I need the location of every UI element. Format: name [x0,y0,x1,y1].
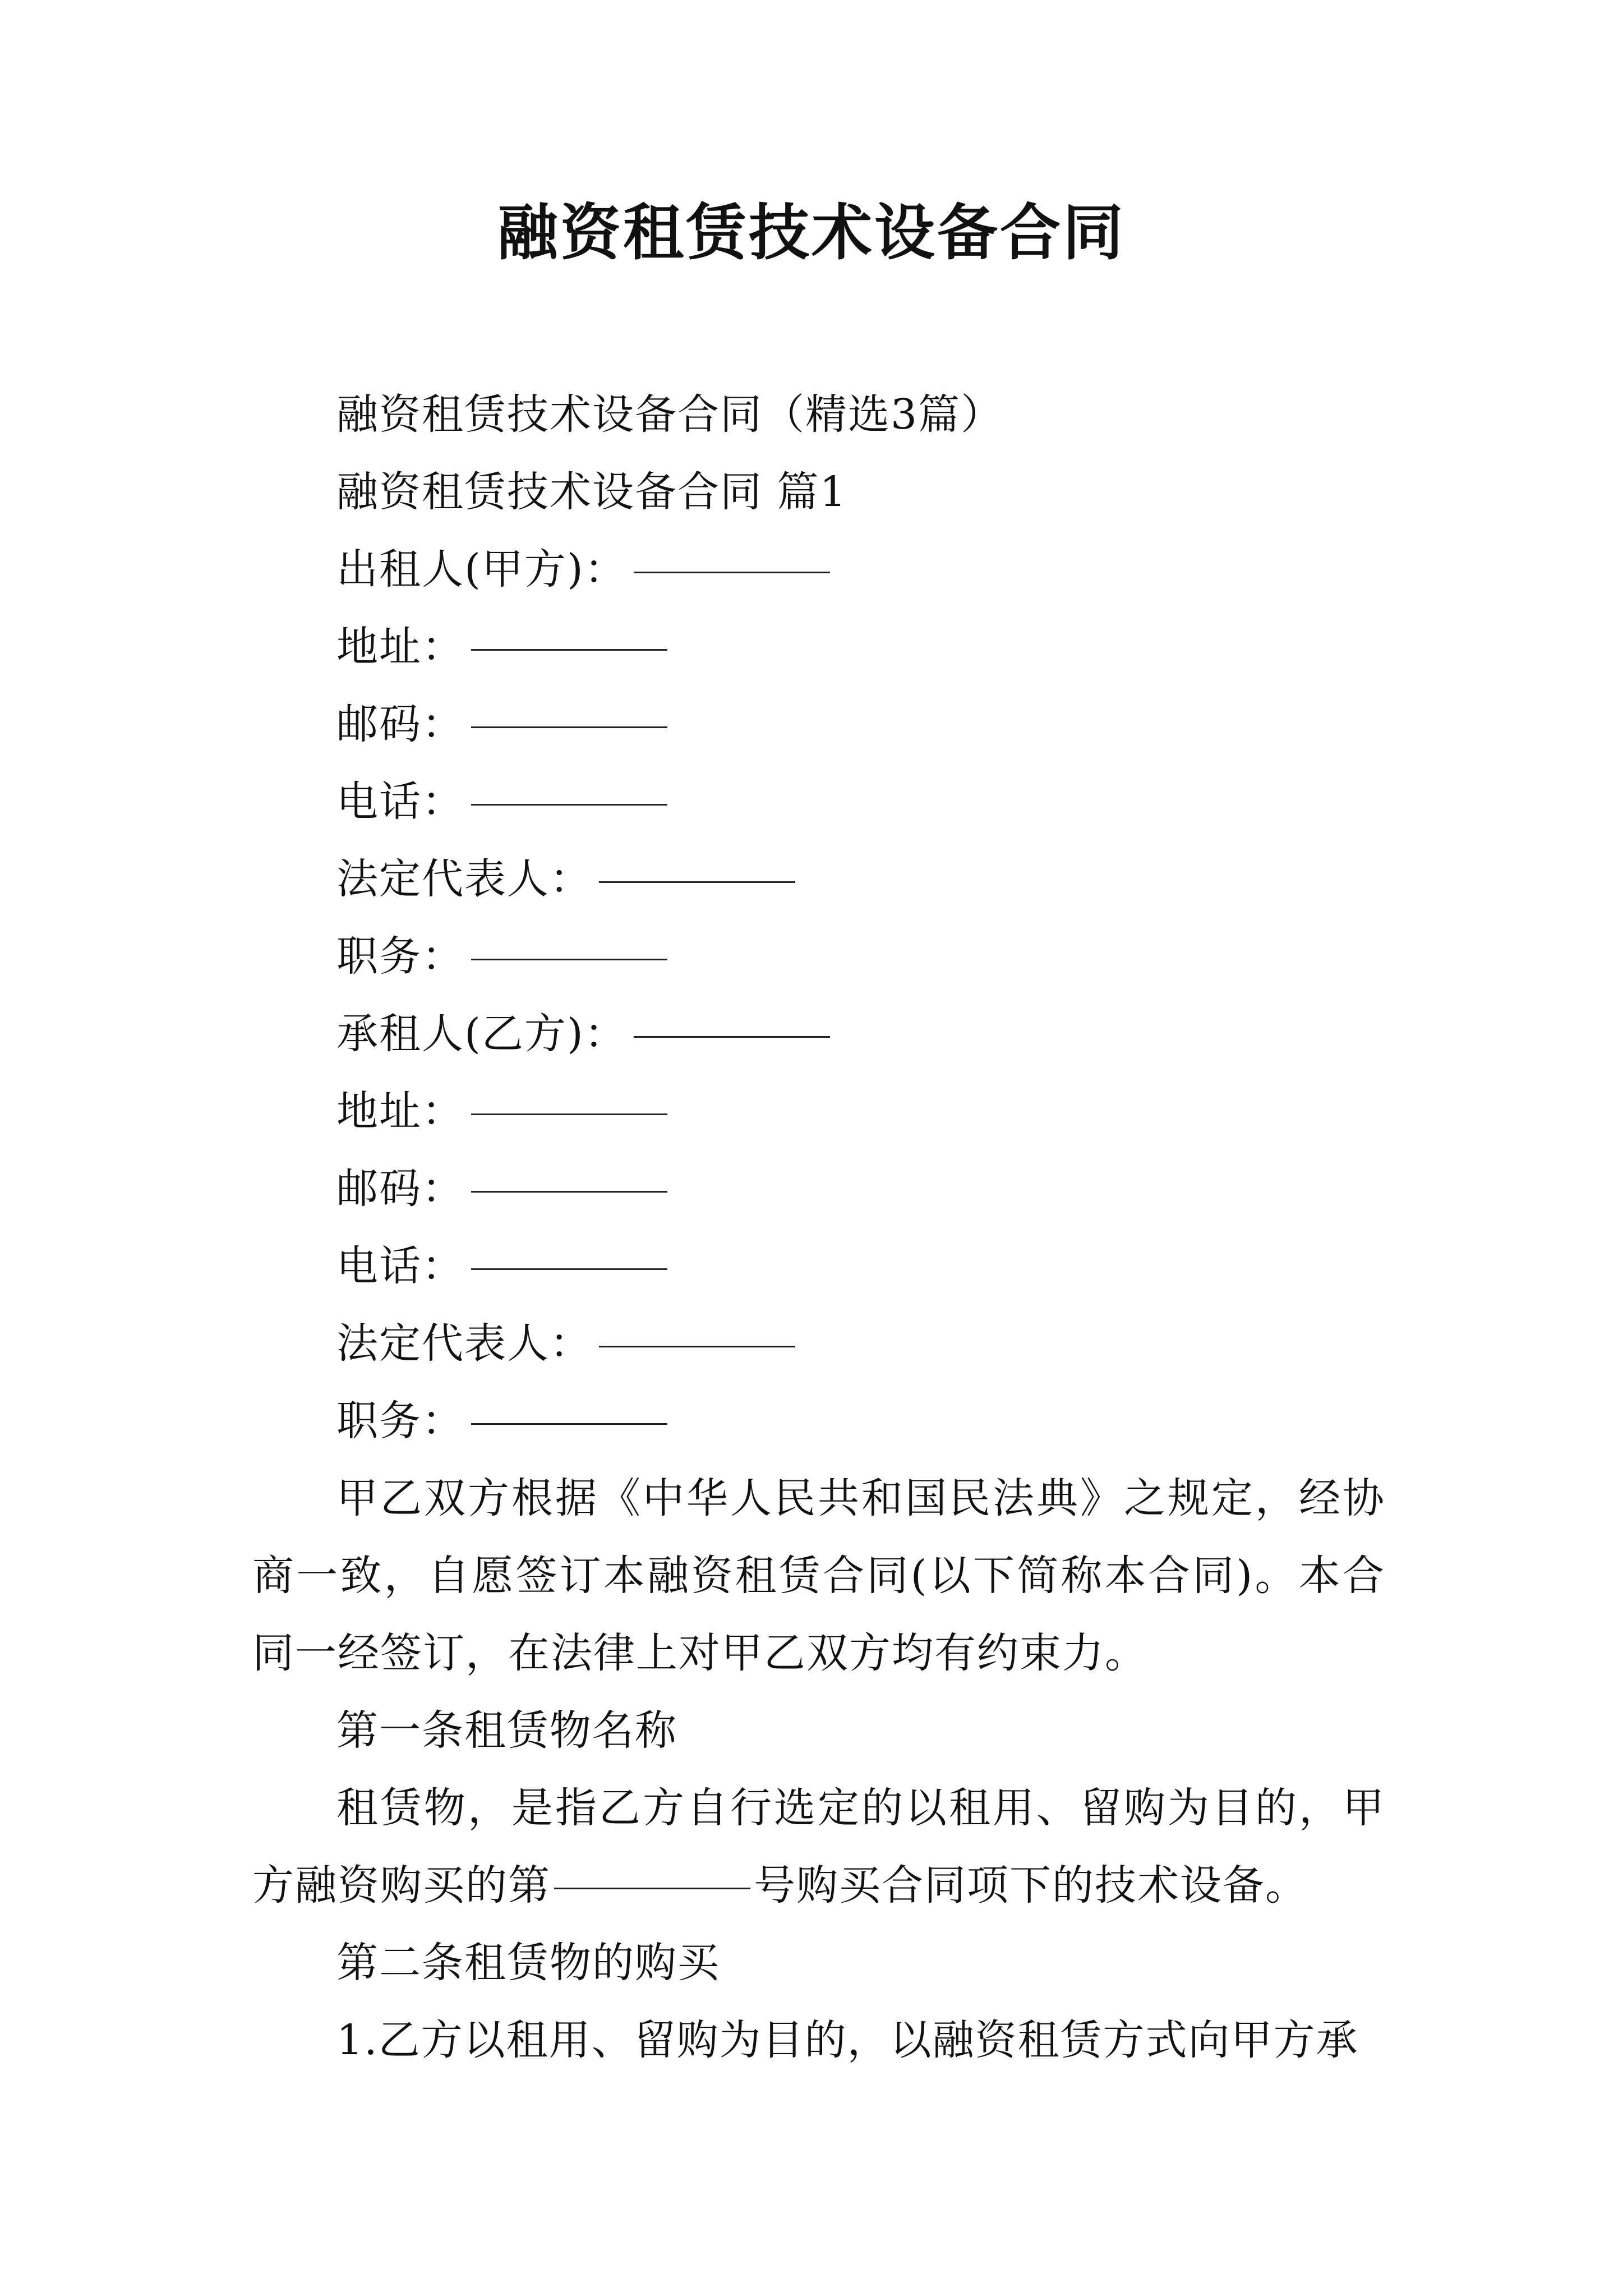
lessor-address-label: 地址： [336,623,464,671]
article2-heading: 第二条租赁物的购买 [336,1939,720,1987]
lessor-blank[interactable] [634,569,830,573]
lessee-postcode-line [252,1150,1385,1227]
lessee-position-label: 职务： [336,1397,464,1445]
lessor-position-label: 职务： [336,932,464,981]
article1-text-before: 租赁物，是指乙方自行选定的以租用、留购为目的，甲方融资购买的第 [252,1784,1385,1910]
lessor-postcode-line [252,685,1385,763]
lessor-label: 出租人(甲方)： [336,545,627,593]
lessor-representative-line [252,840,1385,918]
article1-paragraph [252,1769,1385,1924]
lessee-representative-label: 法定代表人： [336,1319,592,1368]
contract-number-blank[interactable] [554,1885,750,1889]
lessee-address-blank[interactable] [471,1111,667,1115]
lessor-phone-label: 电话： [336,777,464,826]
subtitle: 融资租赁技术设备合同（精选3篇） [336,390,1004,439]
lessor-position-blank[interactable] [471,956,667,960]
lessor-address-line [252,608,1385,685]
article1-text-after: 号购买合同项下的技术设备。 [754,1861,1308,1910]
lessee-position-line [252,1382,1385,1460]
section-heading: 融资租赁技术设备合同 篇1 [336,468,847,516]
lessor-postcode-blank[interactable] [471,724,667,728]
lessor-representative-blank[interactable] [599,879,795,883]
lessee-representative-line [252,1305,1385,1382]
lessor-line [252,531,1385,608]
intro-paragraph: 甲乙双方根据《中华人民共和国民法典》之规定，经协商一致，自愿签订本融资租赁合同(以下简称本合同)。本合同一经签订，在法律上对甲乙双方均有约束力。 [252,1474,1385,1677]
lessee-phone-line [252,1227,1385,1305]
lessor-position-line [252,918,1385,995]
lessor-phone-blank[interactable] [471,802,667,806]
lessee-position-blank[interactable] [471,1421,667,1425]
lessee-address-label: 地址： [336,1087,464,1135]
lessor-postcode-label: 邮码： [336,700,464,748]
lessee-postcode-blank[interactable] [471,1189,667,1193]
article2-item1: 1.乙方以租用、留购为目的，以融资租赁方式向甲方承 [336,2016,1359,2064]
article1-heading: 第一条租赁物名称 [336,1706,677,1755]
lessee-label: 承租人(乙方)： [336,1010,627,1058]
lessee-address-line [252,1073,1385,1150]
lessee-line [252,995,1385,1073]
lessor-phone-line [252,763,1385,840]
lessee-blank[interactable] [634,1034,830,1038]
document-title: 融资租赁技术设备合同 [497,197,1126,268]
lessor-address-blank[interactable] [471,647,667,651]
lessee-phone-blank[interactable] [471,1266,667,1270]
lessee-postcode-label: 邮码： [336,1165,464,1213]
lessee-phone-label: 电话： [336,1242,464,1290]
document-body [252,376,1385,2079]
lessee-representative-blank[interactable] [599,1343,795,1347]
lessor-representative-label: 法定代表人： [336,855,592,903]
